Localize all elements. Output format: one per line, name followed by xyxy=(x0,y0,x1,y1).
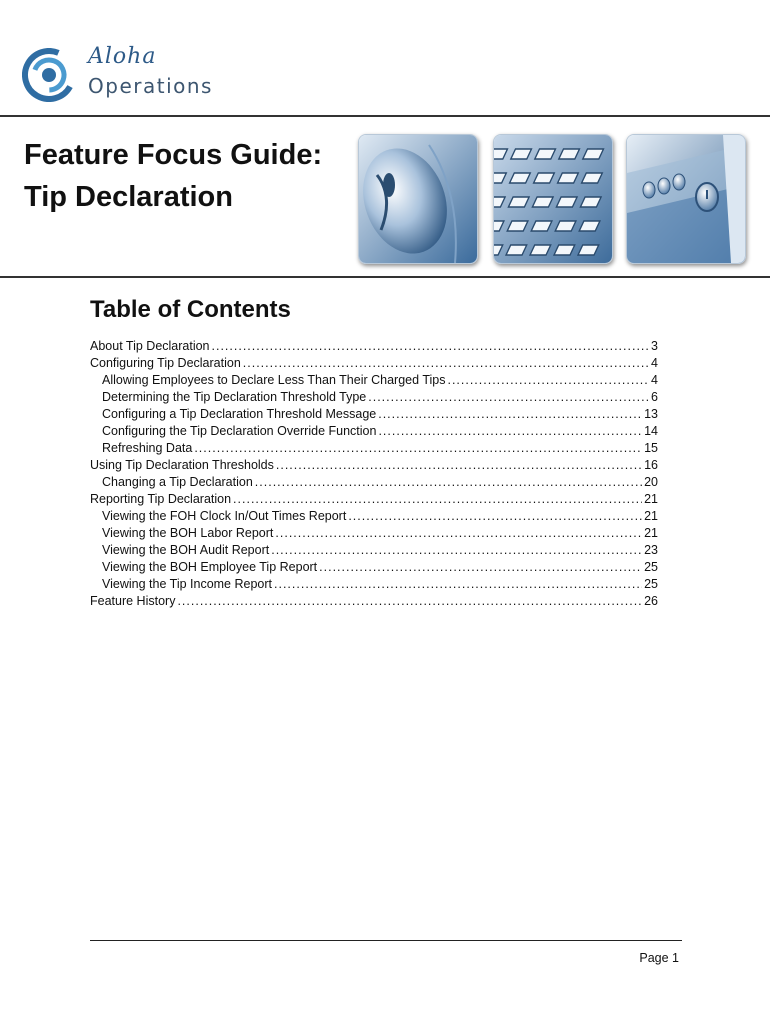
toc-entry-label[interactable]: Feature History xyxy=(90,594,176,608)
toc-dot-leader xyxy=(368,389,649,406)
toc-entry[interactable] xyxy=(90,457,658,474)
toc-dot-leader xyxy=(212,338,650,355)
toc-entry-label[interactable]: Configuring the Tip Declaration Override Function xyxy=(102,424,377,438)
toc-entry-page[interactable]: 13 xyxy=(644,407,658,421)
toc-entry[interactable] xyxy=(90,559,658,576)
toc-entry[interactable] xyxy=(90,389,658,406)
keyboard-photo xyxy=(493,134,613,264)
toc-entry-page[interactable]: 21 xyxy=(644,526,658,540)
toc-dot-leader xyxy=(275,525,642,542)
toc-entry[interactable] xyxy=(90,576,658,593)
logo-script-text: Aloha xyxy=(88,44,157,69)
toc-entry-page[interactable]: 6 xyxy=(651,390,658,404)
toc-entry-label[interactable]: Using Tip Declaration Thresholds xyxy=(90,458,274,472)
toc-dot-leader xyxy=(274,576,642,593)
page-number: Page 1 xyxy=(639,951,679,965)
monitor-buttons-photo xyxy=(626,134,746,264)
toc-dot-leader xyxy=(447,372,649,389)
title-line-1: Feature Focus Guide: xyxy=(24,139,323,171)
toc-dot-leader xyxy=(271,542,642,559)
toc-entry-label[interactable]: Allowing Employees to Declare Less Than Their Charged Tips xyxy=(102,373,446,387)
toc-entry-label[interactable]: Viewing the BOH Employee Tip Report xyxy=(102,560,318,574)
toc-dot-leader xyxy=(194,440,642,457)
toc-entry[interactable] xyxy=(90,508,658,525)
toc-entry-page[interactable]: 14 xyxy=(644,424,658,438)
toc-heading: Table of Contents xyxy=(90,296,291,323)
toc-entry[interactable] xyxy=(90,355,658,372)
toc-entry-label[interactable]: Changing a Tip Declaration xyxy=(102,475,253,489)
header-top-rule xyxy=(0,115,770,117)
footer-rule xyxy=(90,940,682,941)
toc-entry-page[interactable]: 4 xyxy=(651,373,658,387)
toc-entry-label[interactable]: Viewing the BOH Labor Report xyxy=(102,526,274,540)
toc-entry[interactable] xyxy=(90,593,658,610)
toc-entry-page[interactable]: 15 xyxy=(644,441,658,455)
toc-entry-page[interactable]: 20 xyxy=(644,475,658,489)
toc-entry-page[interactable]: 21 xyxy=(644,492,658,506)
toc-entry-page[interactable]: 21 xyxy=(644,509,658,523)
toc-dot-leader xyxy=(378,423,642,440)
toc-dot-leader xyxy=(378,406,642,423)
toc-entry[interactable] xyxy=(90,372,658,389)
toc-dot-leader xyxy=(255,474,642,491)
toc-entry-page[interactable]: 25 xyxy=(644,560,658,574)
toc-entry-page[interactable]: 26 xyxy=(644,594,658,608)
toc-entry[interactable] xyxy=(90,474,658,491)
toc-entry-label[interactable]: Viewing the Tip Income Report xyxy=(102,577,273,591)
toc-entry[interactable] xyxy=(90,542,658,559)
swirl-logo-icon xyxy=(22,48,76,102)
toc-entry-label[interactable]: Viewing the BOH Audit Report xyxy=(102,543,270,557)
toc-dot-leader xyxy=(243,355,649,372)
toc-entry-label[interactable]: Configuring Tip Declaration xyxy=(90,356,241,370)
toc-entry-page[interactable]: 25 xyxy=(644,577,658,591)
toc-entry-label[interactable]: About Tip Declaration xyxy=(90,339,210,353)
toc-dot-leader xyxy=(276,457,642,474)
logo-wordmark: Operations xyxy=(88,74,213,98)
toc-entry-label[interactable]: Reporting Tip Declaration xyxy=(90,492,232,506)
toc-entry-page[interactable]: 4 xyxy=(651,356,658,370)
computer-mouse-photo xyxy=(358,134,478,264)
title-line-2: Tip Declaration xyxy=(24,181,233,213)
toc-entry-label[interactable]: Configuring a Tip Declaration Threshold Message xyxy=(102,407,377,421)
toc-entry[interactable] xyxy=(90,406,658,423)
toc-entry-page[interactable]: 16 xyxy=(644,458,658,472)
toc-entry-page[interactable]: 3 xyxy=(651,339,658,353)
toc-dot-leader xyxy=(177,593,642,610)
toc-dot-leader xyxy=(348,508,642,525)
toc-entry[interactable] xyxy=(90,440,658,457)
toc-dot-leader xyxy=(319,559,642,576)
toc-entry-label[interactable]: Viewing the FOH Clock In/Out Times Report xyxy=(102,509,347,523)
toc-entry-label[interactable]: Determining the Tip Declaration Threshold Type xyxy=(102,390,367,404)
header-bottom-rule xyxy=(0,276,770,278)
toc-entry[interactable] xyxy=(90,338,658,355)
toc-entry-label[interactable]: Refreshing Data xyxy=(102,441,193,455)
table-of-contents xyxy=(90,338,658,610)
toc-entry[interactable] xyxy=(90,491,658,508)
page-title xyxy=(24,134,322,218)
toc-entry-page[interactable]: 23 xyxy=(644,543,658,557)
toc-entry[interactable] xyxy=(90,525,658,542)
toc-dot-leader xyxy=(233,491,642,508)
toc-entry[interactable] xyxy=(90,423,658,440)
